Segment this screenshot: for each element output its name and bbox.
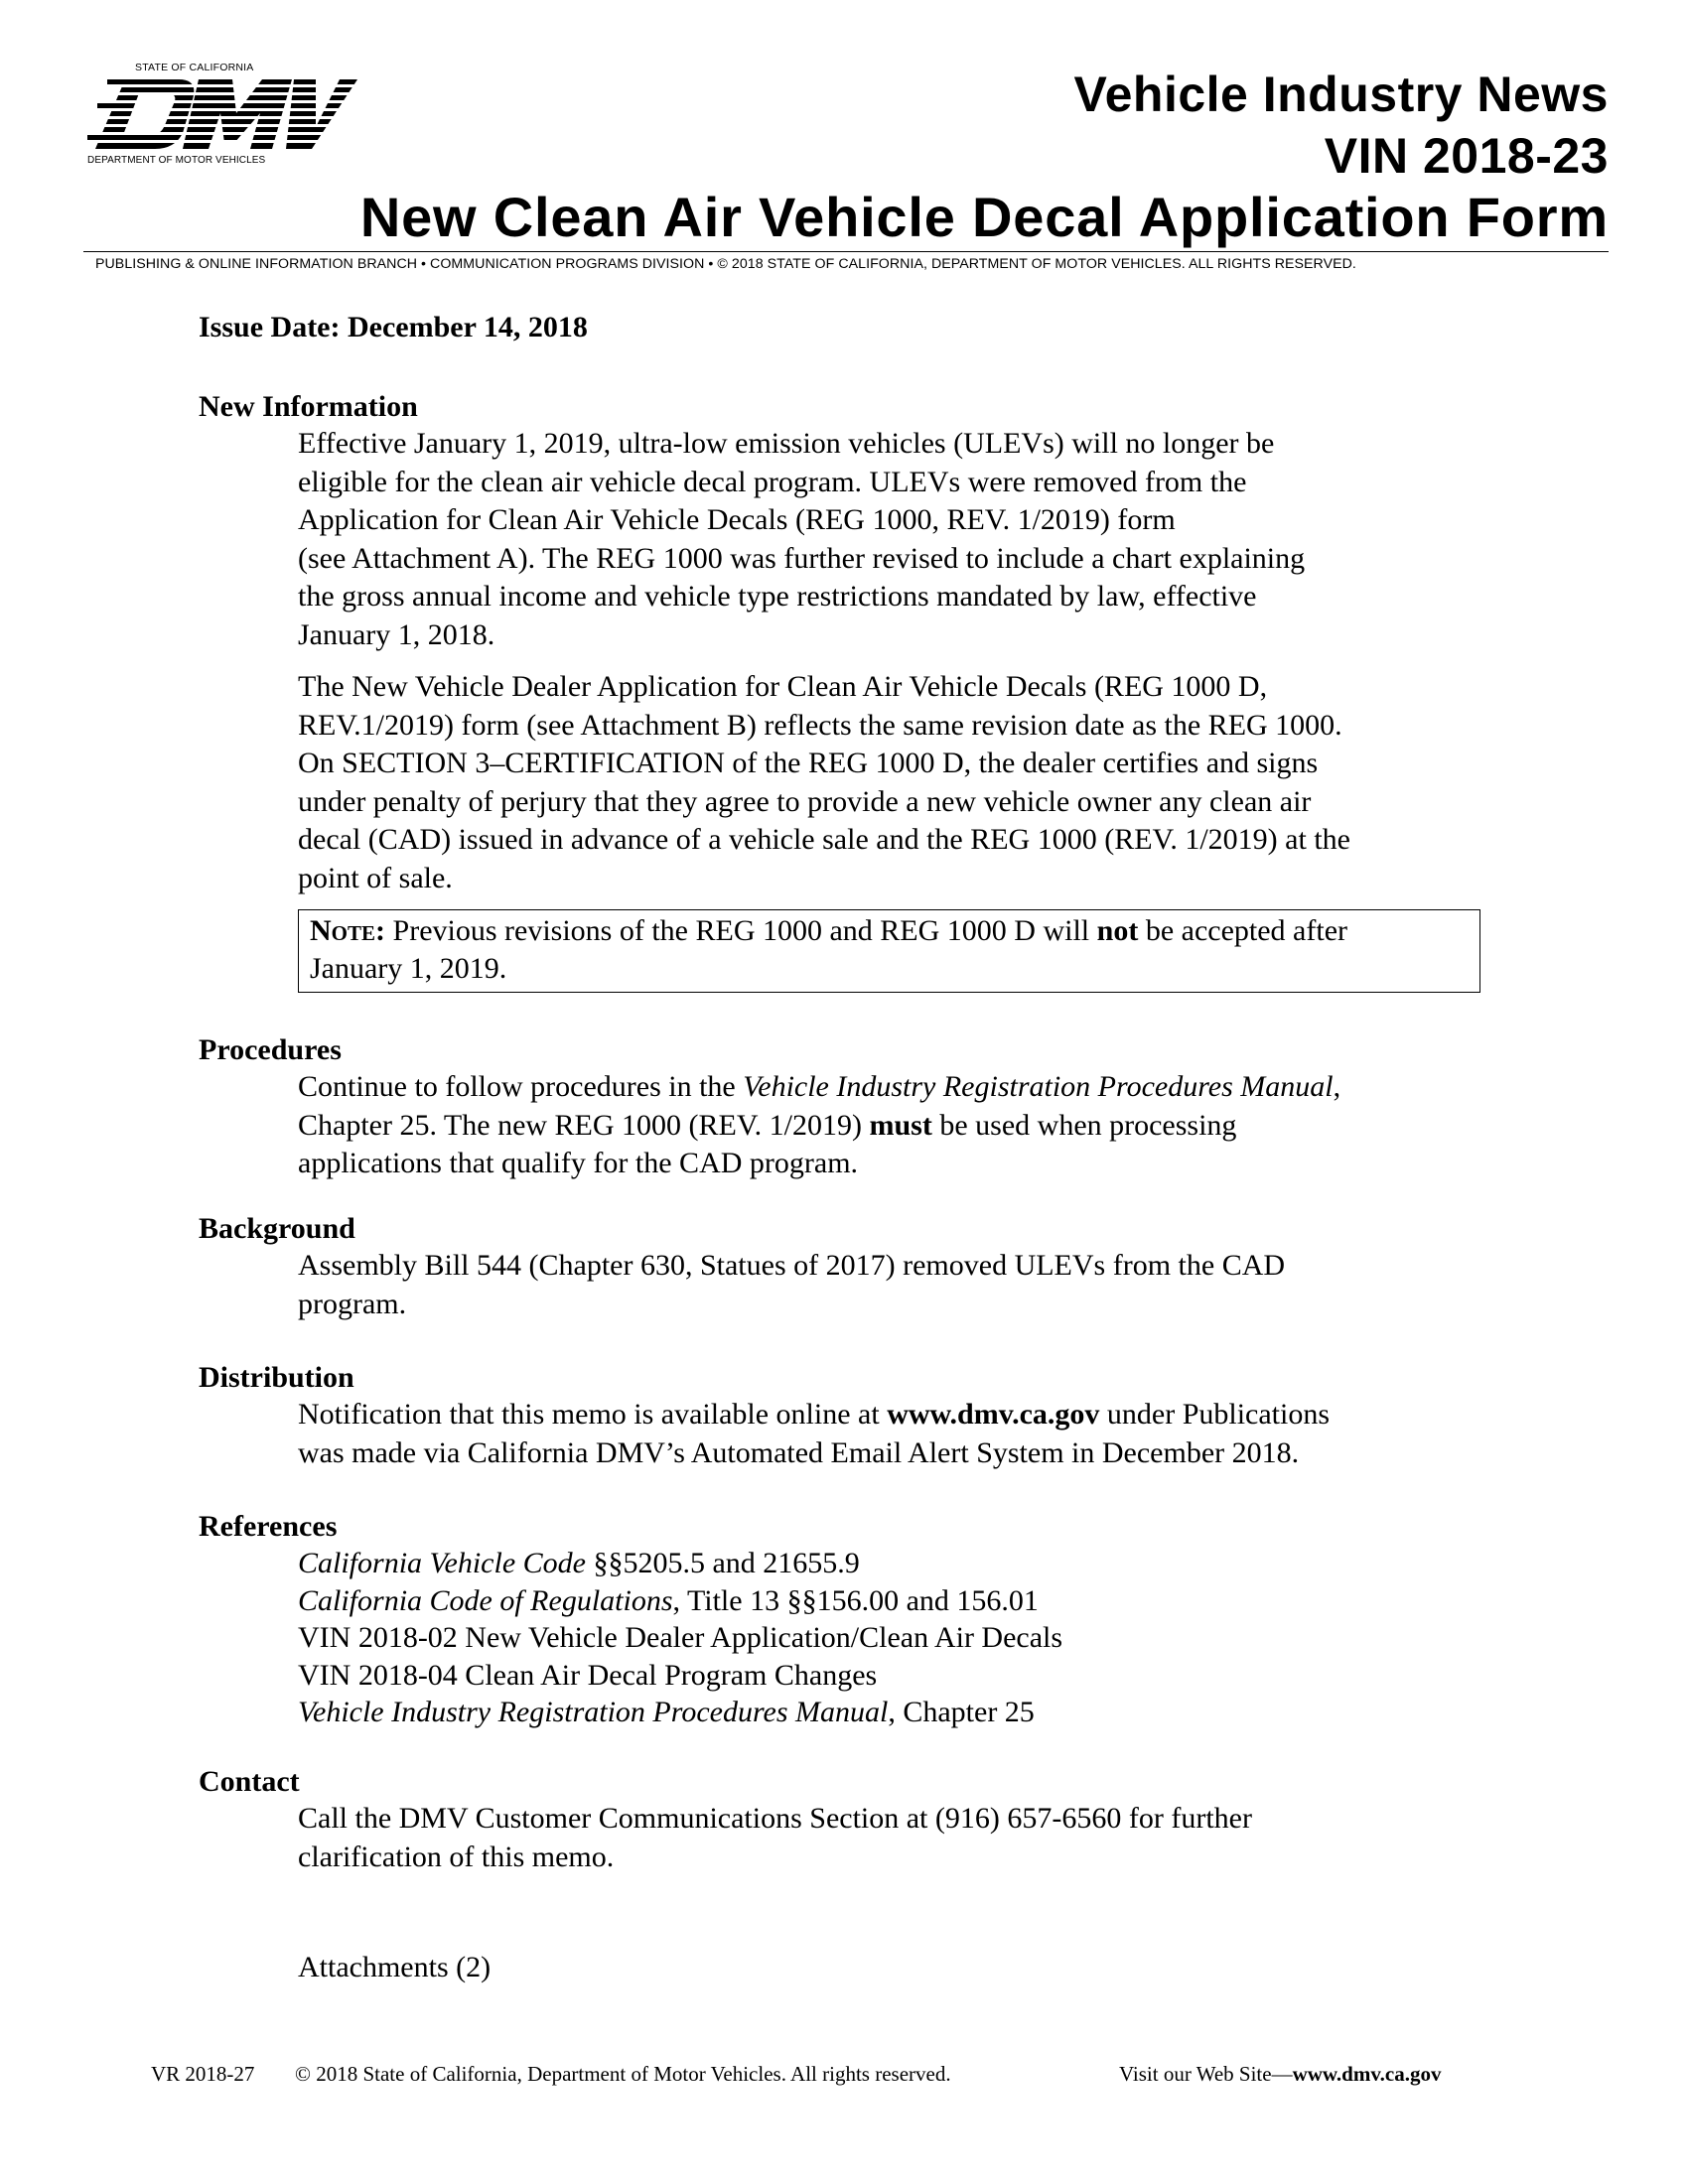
footer-form-code: VR 2018-27 [151,2062,255,2086]
note-box [298,909,1480,993]
reference-title: California Vehicle Code [298,1547,586,1579]
text-line: Application for Clean Air Vehicle Decals (REG 1000, REV. 1/2019) form [298,503,1176,536]
text-line: Effective January 1, 2019, ultra-low emission vehicles (ULEVs) will no longer be [298,427,1275,460]
text-line: eligible for the clean air vehicle decal program. ULEVs were removed from the [298,465,1247,498]
footer-copyright: © 2018 State of California, Department of Motor Vehicles. All rights reserved. [295,2062,951,2086]
text-line: clarification of this memo. [298,1840,615,1873]
text-run: , [1333,1070,1341,1103]
logo-department-text: DEPARTMENT OF MOTOR VEHICLES [87,155,266,166]
text-line [298,1068,1509,1107]
footer-website-link[interactable]: www.dmv.ca.gov [1292,2062,1442,2086]
section-body [298,1247,1509,1323]
text-line: the gross annual income and vehicle type restrictions mandated by law, effective [298,580,1257,613]
text-line: was made via California DMV’s Automated Email Alert System in December 2018. [298,1435,1300,1469]
reference-title: Vehicle Industry Registration Procedures Manual [298,1696,889,1728]
note-label: Note: [310,914,386,947]
section-background [199,1211,1509,1323]
issue-date: Issue Date: December 14, 2018 [199,311,588,343]
reference-item [298,1657,1509,1695]
text-line: (see Attachment A). The REG 1000 was further revised to include a chart explaining [298,541,1306,575]
section-body [298,425,1509,993]
reference-item [298,1545,1509,1582]
header-divider [83,251,1609,252]
dmv-logo [87,62,357,171]
section-heading: References [199,1510,338,1543]
references-list [298,1545,1509,1731]
paragraph [298,425,1509,654]
note-text: January 1, 2019. [310,952,507,985]
text-line: The New Vehicle Dealer Application for Clean Air Vehicle Decals (REG 1000 D, [298,670,1268,703]
dmv-logo-mark [87,77,357,155]
section-contact [199,1764,1509,1876]
publication-number: VIN 2018-23 [1324,128,1609,184]
section-distribution [199,1360,1509,1472]
section-heading: Contact [199,1765,300,1798]
text-line [298,1107,1509,1146]
text-run: under Publications [1099,1398,1331,1431]
section-new-information [199,389,1509,993]
publication-name: Vehicle Industry News [1073,67,1609,122]
reference-detail: , Chapter 25 [888,1696,1035,1728]
section-procedures [199,1032,1509,1183]
reference-item [298,1694,1509,1731]
manual-title: Vehicle Industry Registration Procedures Manual [743,1070,1334,1103]
section-heading: Procedures [199,1033,342,1066]
website-link[interactable]: www.dmv.ca.gov [887,1398,1100,1431]
header-subline: PUBLISHING & ONLINE INFORMATION BRANCH • COMMUNICATION PROGRAMS DIVISION • © 2018 STATE OF CALIFORNIA, DEPARTMENT OF MOTOR VEHICLES. ALL RIGHTS RESERVED. [95,256,1356,272]
text-line: applications that qualify for the CAD program. [298,1147,859,1179]
attachments-count: Attachments (2) [298,1951,492,1983]
text-run: Notification that this memo is available online at [298,1398,888,1431]
footer-website-label: Visit our Web Site— [1119,2062,1293,2086]
text-run: Continue to follow procedures in the [298,1070,744,1103]
text-line: point of sale. [298,861,453,894]
section-heading: Distribution [199,1361,354,1394]
note-text: Previous revisions of the REG 1000 and REG 1000 D will [385,914,1097,947]
reference-detail: VIN 2018-04 Clean Air Decal Program Changes [298,1658,878,1692]
paragraph [298,668,1509,897]
reference-item [298,1619,1509,1657]
text-line: On SECTION 3–CERTIFICATION of the REG 1000 D, the dealer certifies and signs [298,747,1319,779]
reference-title: California Code of Regulations [298,1583,673,1617]
text-run: be used when processing [931,1108,1237,1142]
text-line: under penalty of perjury that they agree to provide a new vehicle owner any clean air [298,784,1312,818]
text-line [298,1396,1509,1434]
note-emphasis: not [1096,914,1139,947]
text-line: decal (CAD) issued in advance of a vehicle sale and the REG 1000 (REV. 1/2019) at the [298,823,1350,856]
emphasis-must: must [869,1108,932,1142]
text-line: program. [298,1287,407,1320]
reference-detail: VIN 2018-02 New Vehicle Dealer Application/Clean Air Decals [298,1621,1063,1654]
note-text: be accepted after [1138,914,1348,947]
section-body [298,1068,1509,1183]
section-body [298,1396,1509,1472]
section-body [298,1800,1509,1876]
section-references [199,1509,1509,1731]
section-heading: Background [199,1212,355,1245]
footer-website [1119,2062,1442,2087]
reference-detail: , Title 13 §§156.00 and 156.01 [672,1583,1039,1617]
reference-item [298,1582,1509,1620]
text-run: Chapter 25. The new REG 1000 (REV. 1/2019) [298,1108,870,1142]
text-line: January 1, 2018. [298,617,495,651]
document-title: New Clean Air Vehicle Decal Application Form [359,186,1609,248]
reference-detail: §§5205.5 and 21655.9 [585,1547,860,1579]
text-line: Call the DMV Customer Communications Section at (916) 657-6560 for further [298,1802,1252,1835]
text-line: REV.1/2019) form (see Attachment B) reflects the same revision date as the REG 1000. [298,708,1342,742]
text-line: Assembly Bill 544 (Chapter 630, Statues of 2017) removed ULEVs from the CAD [298,1249,1286,1282]
logo-state-text: STATE OF CALIFORNIA [135,62,254,73]
section-heading: New Information [199,390,418,423]
